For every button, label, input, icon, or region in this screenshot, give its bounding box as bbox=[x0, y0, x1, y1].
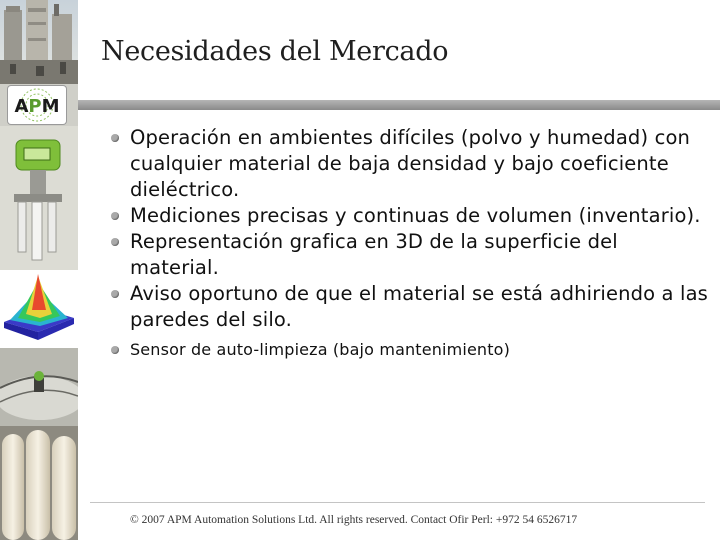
bullet-text: Mediciones precisas y continuas de volumen (inventario). bbox=[130, 204, 701, 227]
silos-photo bbox=[0, 426, 78, 540]
title-rule bbox=[78, 100, 720, 110]
3d-surface-plot bbox=[0, 270, 78, 348]
list-item bbox=[108, 203, 708, 229]
bullet-text: Aviso oportuno de que el material se está adhiriendo a las paredes del silo. bbox=[130, 282, 708, 331]
bullet-list bbox=[108, 125, 708, 361]
slide-title: Necesidades del Mercado bbox=[101, 36, 449, 67]
list-item bbox=[108, 281, 708, 333]
sidebar-photo-strip bbox=[0, 0, 78, 540]
bullet-icon bbox=[111, 134, 119, 142]
sensor-device-photo bbox=[0, 126, 78, 270]
bullet-text: Sensor de auto-limpieza (bajo mantenimiento) bbox=[130, 340, 510, 359]
footer-rule bbox=[90, 502, 705, 503]
list-item bbox=[108, 229, 708, 281]
list-item bbox=[108, 125, 708, 203]
bullet-text: Operación en ambientes difíciles (polvo y humedad) con cualquier material de baja densidad y bajo coeficiente dieléctrico. bbox=[130, 126, 691, 201]
silo-top-photo bbox=[0, 348, 78, 426]
bullet-icon bbox=[111, 290, 119, 298]
bullet-icon bbox=[111, 212, 119, 220]
apm-logo bbox=[8, 86, 66, 124]
bullet-icon bbox=[111, 346, 119, 354]
svg-text:APM: APM bbox=[14, 96, 60, 117]
list-item bbox=[108, 339, 708, 361]
bullet-text: Representación grafica en 3D de la superficie del material. bbox=[130, 230, 618, 279]
factory-photo bbox=[0, 0, 78, 84]
bullet-icon bbox=[111, 238, 119, 246]
footer-copyright: © 2007 APM Automation Solutions Ltd. All rights reserved. Contact Ofir Perl: +972 54 6526717 bbox=[130, 514, 578, 526]
